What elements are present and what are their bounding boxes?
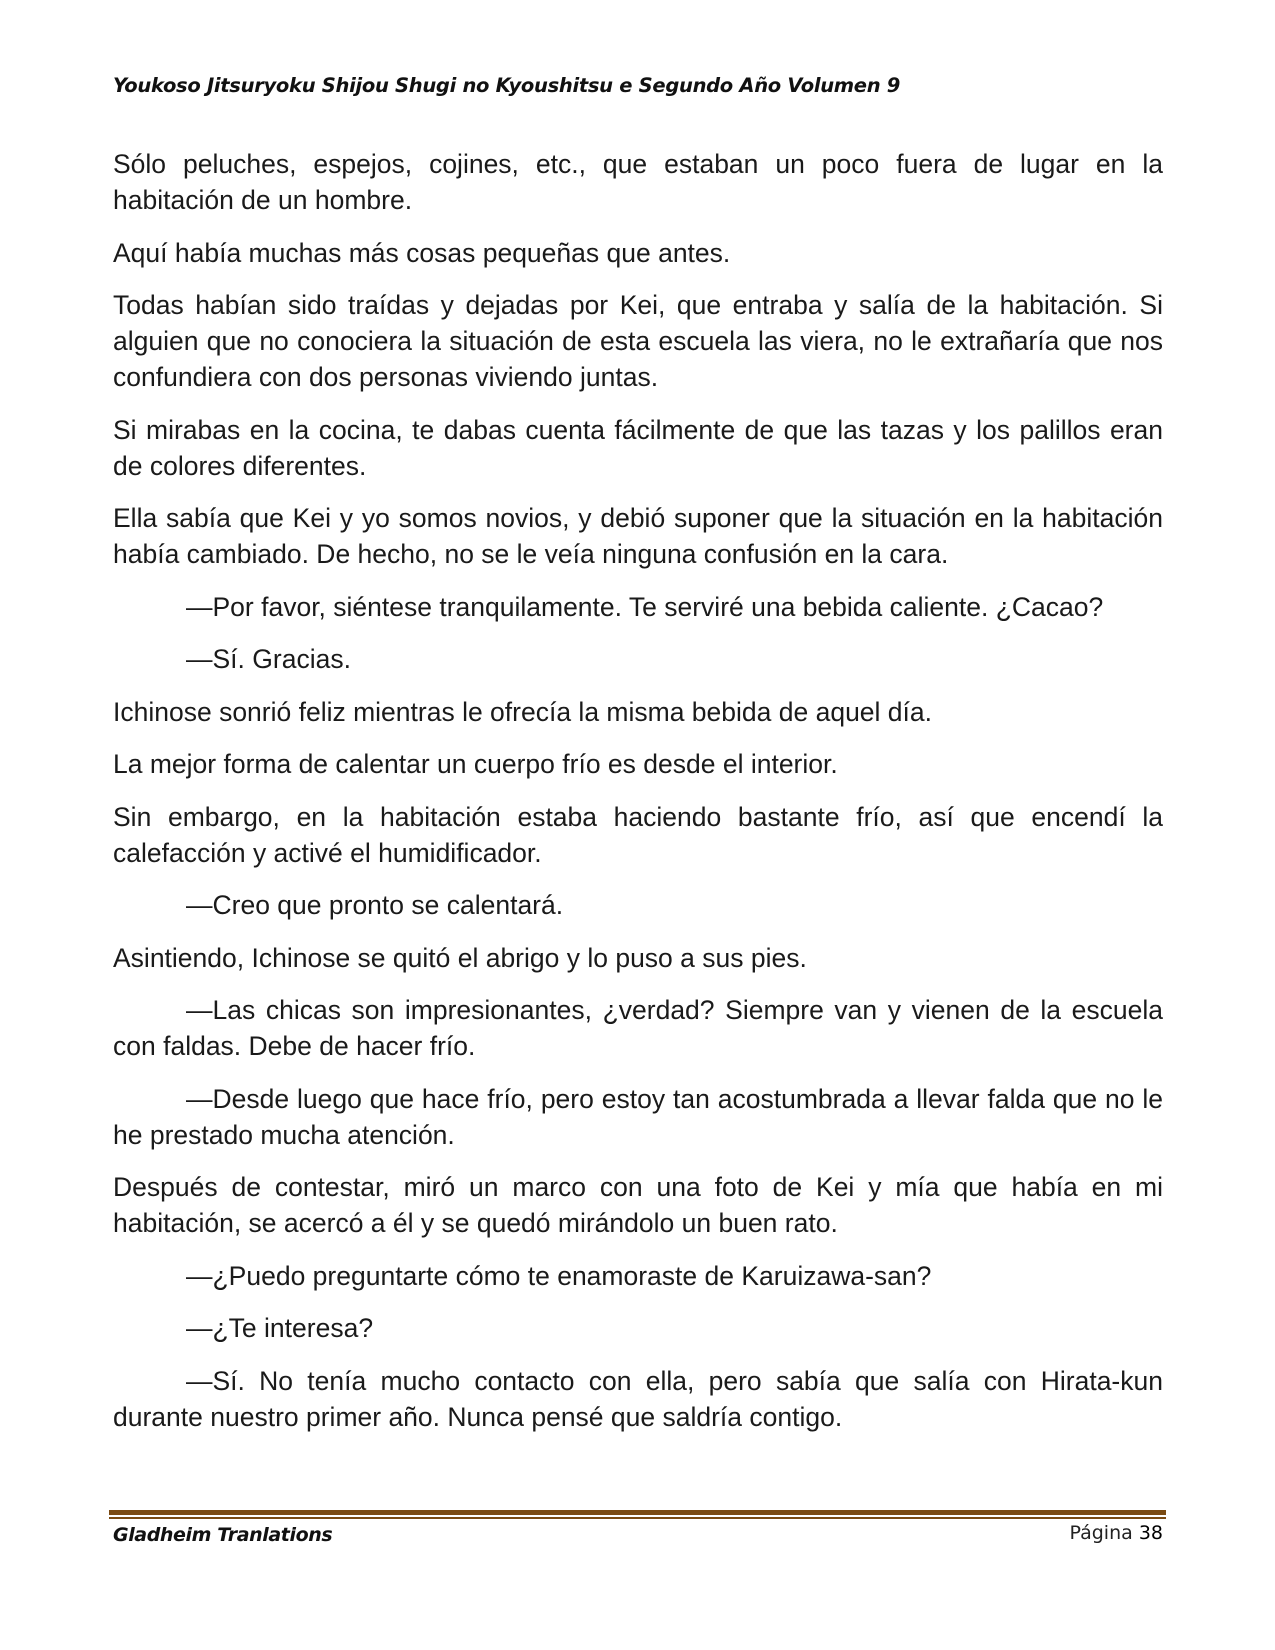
dialog-paragraph: —Las chicas son impresionantes, ¿verdad? Siempre van y vienen de la escuela con faldas. Debe de hacer frío. [113, 995, 1163, 1061]
dialog-paragraph: —Creo que pronto se calentará. [186, 890, 564, 920]
paragraph: La mejor forma de calentar un cuerpo frío es desde el interior. [113, 749, 838, 779]
footer-divider-thin [109, 1517, 1166, 1519]
page-number: 38 [1138, 1522, 1163, 1544]
page-label: Página [1069, 1522, 1133, 1544]
paragraph: Después de contestar, miró un marco con una foto de Kei y mía que había en mi habitación, se acercó a él y se quedó mirándolo un buen rato. [113, 1172, 1163, 1238]
paragraph: Asintiendo, Ichinose se quitó el abrigo y lo puso a sus pies. [113, 942, 807, 973]
footer-divider [109, 1510, 1166, 1519]
dialog-paragraph: —Por favor, siéntese tranquilamente. Te serviré una bebida caliente. ¿Cacao? [186, 591, 1104, 622]
paragraph: Sólo peluches, espejos, cojines, etc., que estaban un poco fuera de lugar en la habitación de un hombre. [113, 149, 1163, 215]
dialog-paragraph: —¿Puedo preguntarte cómo te enamoraste de Karuizawa-san? [186, 1260, 932, 1291]
paragraph: Sin embargo, en la habitación estaba haciendo bastante frío, así que encendí la calefacción y activé el humidificador. [113, 801, 1163, 868]
paragraph: Todas habían sido traídas y dejadas por Kei, que entraba y salía de la habitación. Si alguien que no conociera la situación de esta escuela las viera, no le extrañaría que nos confundiera con dos personas viviendo juntas. [113, 290, 1163, 392]
paragraph: Si mirabas en la cocina, te dabas cuenta fácilmente de que las tazas y los palillos eran de colores diferentes. [113, 414, 1163, 481]
dialog-paragraph: —Sí. No tenía mucho contacto con ella, pero sabía que salía con Hirata-kun durante nuestro primer año. Nunca pensé que saldría contigo. [113, 1365, 1163, 1432]
body-text [113, 146, 1163, 1451]
page-indicator [1069, 1522, 1163, 1544]
running-header: Youkoso Jitsuryoku Shijou Shugi no Kyoushitsu e Segundo Año Volumen 9 [113, 74, 901, 97]
paragraph: Ichinose sonrió feliz mientras le ofrecía la misma bebida de aquel día. [113, 696, 932, 727]
paragraph: Aquí había muchas más cosas pequeñas que antes. [113, 237, 731, 268]
dialog-paragraph: —Desde luego que hace frío, pero estoy tan acostumbrada a llevar falda que no le he prestado mucha atención. [113, 1083, 1163, 1150]
paragraph: Ella sabía que Kei y yo somos novios, y debió suponer que la situación en la habitación había cambiado. De hecho, no se le veía ninguna confusión en la cara. [113, 503, 1163, 569]
dialog-paragraph: —¿Te interesa? [186, 1313, 374, 1343]
footer-credit: Gladheim Tranlations [113, 1524, 333, 1546]
dialog-paragraph: —Sí. Gracias. [186, 644, 351, 674]
